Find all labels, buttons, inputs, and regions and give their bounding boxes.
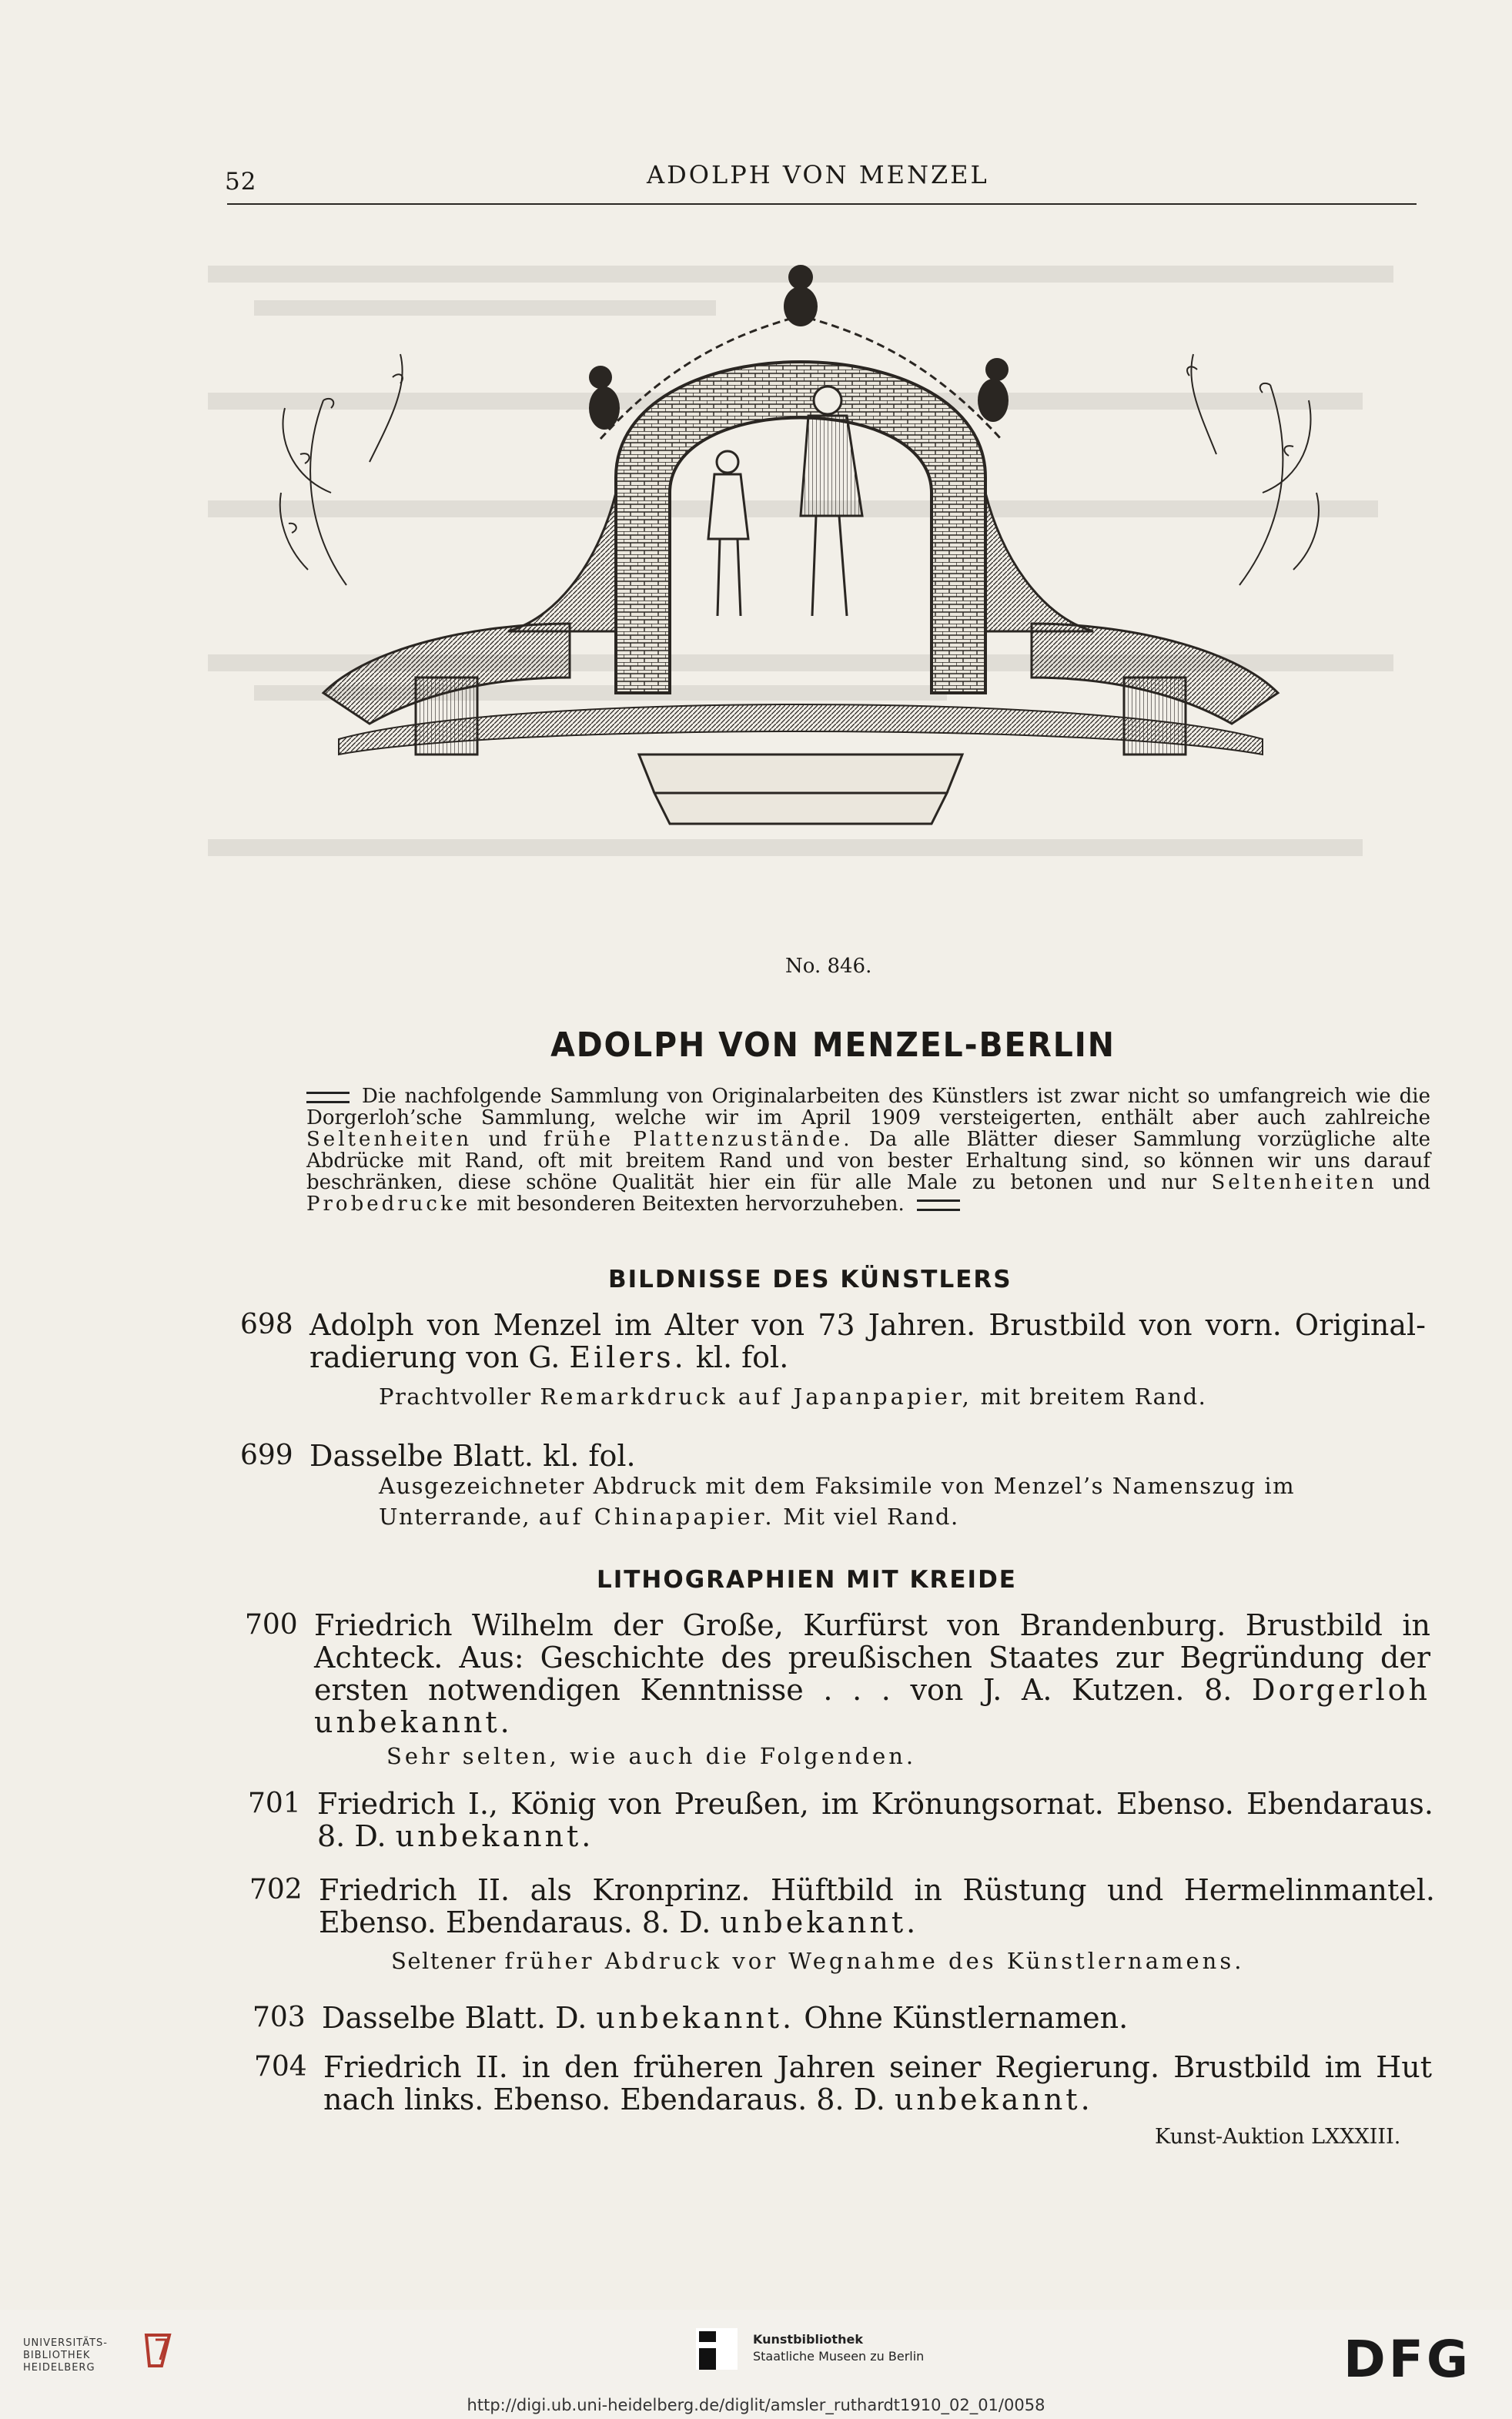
entry-text: Dasselbe Blatt. D. unbekannt. Ohne Künstlernamen. bbox=[322, 2001, 1129, 2035]
intro-text-e: Da alle Blätter dieser Sammlung vorzügliche alte Abdrücke mit Rand, oft mit breitem Rand und von bester Erhaltung sind, so können wir uns darauf beschränken, diese schöne Qualität hier ein für alle Male zu betonen und nur bbox=[306, 1128, 1431, 1194]
double-dash-ornament-end bbox=[917, 1199, 960, 1211]
header-rule bbox=[227, 203, 1417, 205]
entry-note-700: Sehr selten, wie auch die Folgenden. bbox=[386, 1743, 917, 1769]
section-title-lithographs: LITHOGRAPHIEN MIT KREIDE bbox=[597, 1566, 1017, 1594]
running-title: ADOLPH VON MENZEL bbox=[647, 160, 989, 189]
entry-text: Friedrich II. in den früheren Jahren seiner Regierung. Brustbild im Hut nach links. Ebenso. Ebendaraus. 8. D. unbekannt. bbox=[323, 2050, 1432, 2116]
figure-boy bbox=[708, 451, 748, 616]
entry-text: Friedrich Wilhelm der Große, Kurfürst von Brandenburg. Brustbild in Achteck. Aus: Geschichte des preußischen Staates zur Begründung der ersten notwendigen Kenntnisse . . . von J. A. Kutzen. 8. Dorgerloh unbekannt. bbox=[314, 1608, 1430, 1739]
entry-number: 702 bbox=[249, 1874, 303, 1905]
entry-text: Dasselbe Blatt. kl. fol. bbox=[309, 1439, 636, 1473]
permalink-url[interactable]: http://digi.ub.uni-heidelberg.de/diglit/amsler_ruthardt1910_02_01/0058 bbox=[467, 2396, 1045, 2414]
catalogue-title: ADOLPH VON MENZEL-BERLIN bbox=[550, 1025, 1116, 1065]
intro-text-d: frühe Plattenzustände. bbox=[544, 1128, 853, 1151]
foliage-right bbox=[1187, 354, 1319, 585]
intro-text-b: Seltenheiten bbox=[306, 1128, 473, 1151]
engraving-illustration bbox=[277, 262, 1324, 939]
page-number: 52 bbox=[225, 168, 257, 196]
intro-text-i: mit besonderen Beitexten hervorzuheben. bbox=[477, 1193, 905, 1216]
double-dash-ornament bbox=[306, 1092, 350, 1103]
entry-note-699: Ausgezeichneter Abdruck mit dem Faksimile von Menzel’s Namenszug im Unterrande, auf Chinapapier. Mit viel Rand. bbox=[379, 1473, 1296, 1530]
entry-text: Adolph von Menzel im Alter von 73 Jahren. Brustbild von vorn. Original-radierung von G. Eilers. kl. fol. bbox=[309, 1308, 1426, 1374]
kunstbibliothek-logo-icon[interactable] bbox=[693, 2325, 741, 2373]
intro-text-a: Die nachfolgende Sammlung von Originalarbeiten des Künstlers ist zwar nicht so umfangreich wie die Dorgerloh’sche Sammlung, welche wir im April 1909 versteigerten, enthält aber auch zahlreiche bbox=[306, 1085, 1430, 1129]
entry-number: 698 bbox=[240, 1309, 293, 1340]
illustration-caption: No. 846. bbox=[785, 955, 872, 978]
entry-text: Friedrich I., König von Preußen, im Krönungsornat. Ebenso. Ebendaraus. 8. D. unbekannt. bbox=[317, 1787, 1433, 1853]
entry-number: 703 bbox=[253, 2002, 306, 2033]
putto-left bbox=[589, 366, 620, 430]
putto-top bbox=[784, 265, 818, 326]
intro-text-c: und bbox=[488, 1128, 527, 1151]
foliage-left bbox=[280, 354, 403, 585]
entry-number: 700 bbox=[245, 1609, 298, 1641]
dfg-logo[interactable]: DFG bbox=[1343, 2330, 1472, 2389]
entry-number: 704 bbox=[254, 2051, 307, 2083]
kunstbibliothek-label: Kunstbibliothek Staatliche Museen zu Berlin bbox=[753, 2332, 925, 2364]
section-title-portraits: BILDNISSE DES KÜNSTLERS bbox=[608, 1266, 1012, 1293]
brick-arch bbox=[616, 362, 985, 693]
intro-text-g: und bbox=[1391, 1171, 1431, 1194]
intro-text-f: Seltenheiten bbox=[1211, 1171, 1377, 1194]
intro-text-h: Probedrucke bbox=[306, 1193, 471, 1216]
heidelberg-logo-icon[interactable] bbox=[139, 2329, 181, 2371]
entry-note-702: Seltener früher Abdruck vor Wegnahme des Künstlernamens. bbox=[391, 1948, 1245, 1974]
putto-right bbox=[978, 358, 1009, 422]
entry-text: Friedrich II. als Kronprinz. Hüftbild in Rüstung und Hermelinmantel. Ebenso. Ebendaraus. 8. D. unbekannt. bbox=[319, 1873, 1435, 1939]
entry-number: 699 bbox=[240, 1440, 293, 1471]
auction-signature: Kunst-Auktion LXXXIII. bbox=[1155, 2125, 1401, 2149]
university-library-label: UNIVERSITÄTS- BIBLIOTHEK HEIDELBERG bbox=[23, 2337, 108, 2374]
entry-number: 701 bbox=[248, 1788, 301, 1819]
steps bbox=[639, 754, 962, 824]
entry-note-698: Prachtvoller Remarkdruck auf Japanpapier, mit breitem Rand. bbox=[379, 1383, 1207, 1410]
intro-paragraph bbox=[306, 1086, 1430, 1215]
